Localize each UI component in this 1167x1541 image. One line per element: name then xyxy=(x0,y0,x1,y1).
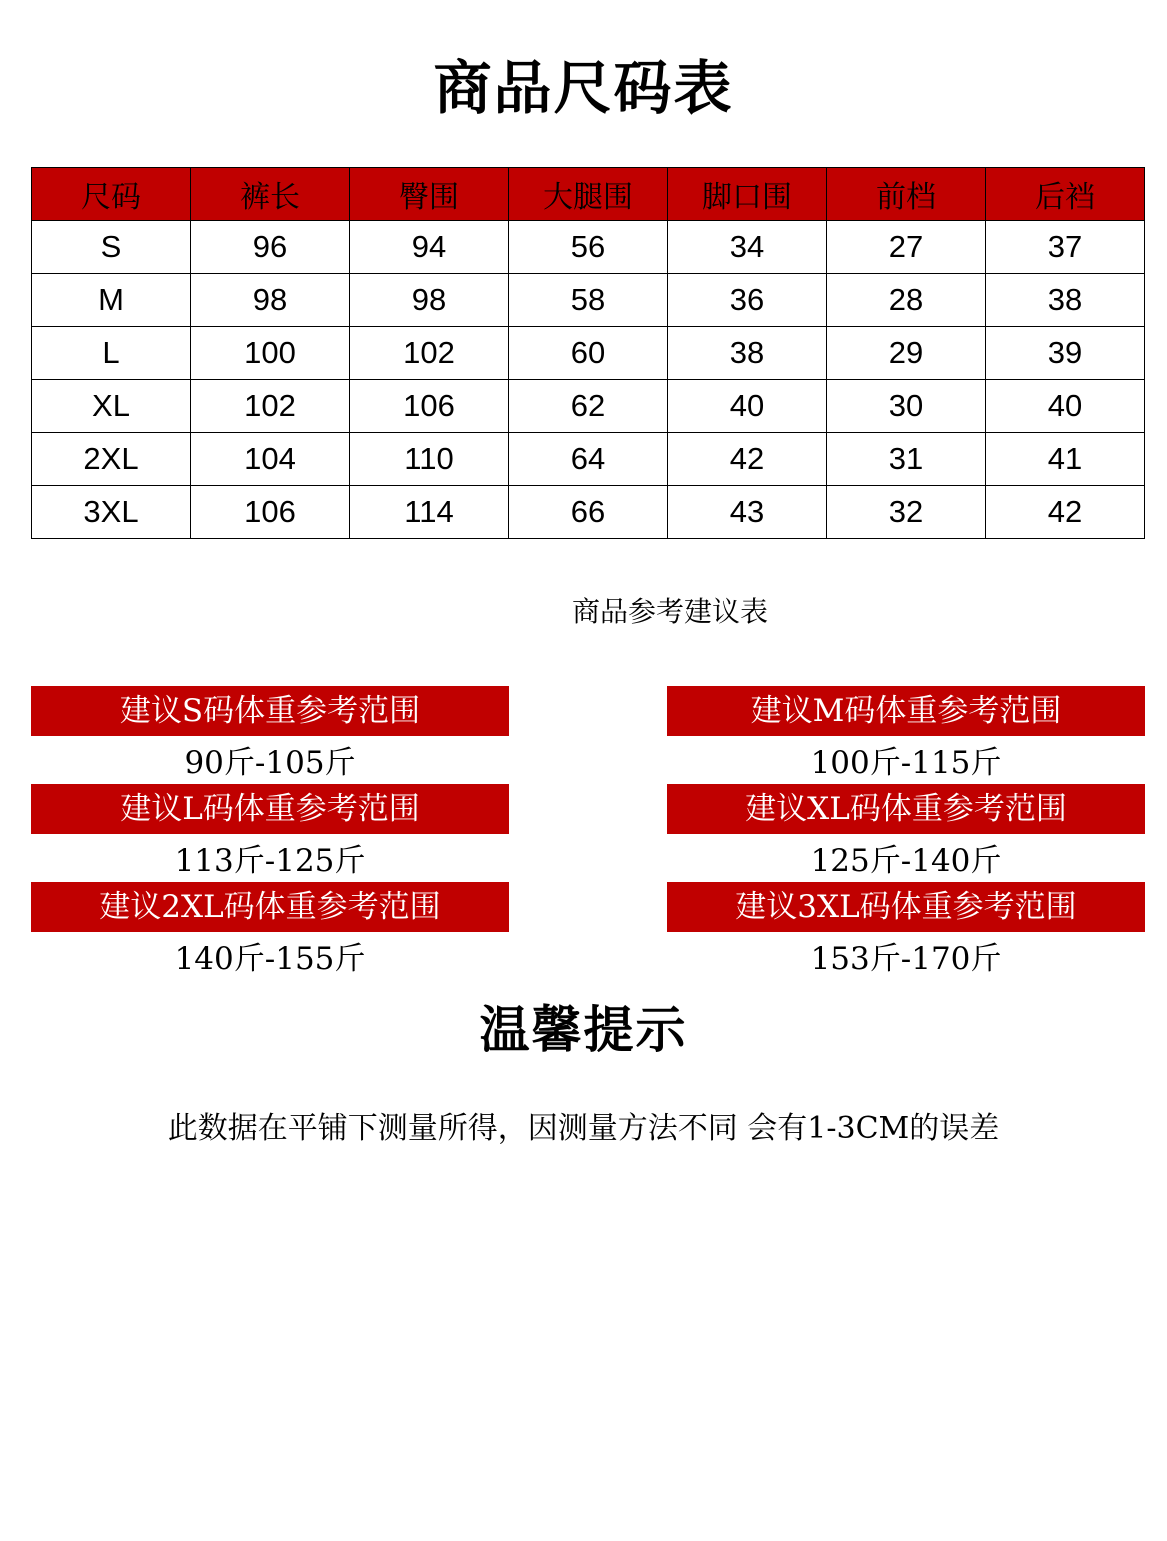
table-cell: 60 xyxy=(509,327,668,380)
header-length: 裤长 xyxy=(191,168,350,221)
table-cell: 31 xyxy=(827,433,986,486)
header-front-rise: 前档 xyxy=(827,168,986,221)
table-cell: 114 xyxy=(350,486,509,539)
rec-range-2xl: 140斤-155斤 xyxy=(174,941,366,977)
page-title: 商品尺码表 xyxy=(433,54,734,122)
size-table xyxy=(31,167,1145,539)
table-cell: 41 xyxy=(986,433,1145,486)
rec-label-s: 建议S码体重参考范围 xyxy=(31,686,509,736)
table-cell: 43 xyxy=(668,486,827,539)
table-cell: 106 xyxy=(191,486,350,539)
table-row xyxy=(32,433,1145,486)
table-cell: 37 xyxy=(986,221,1145,274)
table-cell: S xyxy=(32,221,191,274)
table-cell: 2XL xyxy=(32,433,191,486)
rec-label-2xl: 建议2XL码体重参考范围 xyxy=(31,882,509,932)
table-cell: M xyxy=(32,274,191,327)
table-cell: 102 xyxy=(350,327,509,380)
table-cell: 38 xyxy=(986,274,1145,327)
table-cell: 29 xyxy=(827,327,986,380)
table-cell: 94 xyxy=(350,221,509,274)
table-cell: 98 xyxy=(191,274,350,327)
table-cell: 39 xyxy=(986,327,1145,380)
table-cell: 56 xyxy=(509,221,668,274)
table-cell: 58 xyxy=(509,274,668,327)
table-header-row xyxy=(32,168,1145,221)
table-cell: 66 xyxy=(509,486,668,539)
table-cell: 110 xyxy=(350,433,509,486)
table-row xyxy=(32,380,1145,433)
table-cell: 30 xyxy=(827,380,986,433)
header-hip: 臀围 xyxy=(350,168,509,221)
table-cell: 42 xyxy=(668,433,827,486)
rec-range-xl: 125斤-140斤 xyxy=(810,843,1002,879)
rec-label-xl: 建议XL码体重参考范围 xyxy=(667,784,1145,834)
table-cell: XL xyxy=(32,380,191,433)
header-back-rise: 后裆 xyxy=(986,168,1145,221)
table-cell: 34 xyxy=(668,221,827,274)
table-cell: 32 xyxy=(827,486,986,539)
recommendation-title: 商品参考建议表 xyxy=(571,595,768,628)
rec-label-l: 建议L码体重参考范围 xyxy=(31,784,509,834)
table-cell: 40 xyxy=(986,380,1145,433)
rec-range-s: 90斤-105斤 xyxy=(184,745,356,781)
tips-title: 温馨提示 xyxy=(479,1001,688,1059)
table-cell: 36 xyxy=(668,274,827,327)
rec-label-m: 建议M码体重参考范围 xyxy=(667,686,1145,736)
table-row xyxy=(32,327,1145,380)
rec-range-l: 113斤-125斤 xyxy=(174,843,366,879)
header-size: 尺码 xyxy=(32,168,191,221)
table-cell: L xyxy=(32,327,191,380)
table-cell: 38 xyxy=(668,327,827,380)
table-cell: 40 xyxy=(668,380,827,433)
header-thigh: 大腿围 xyxy=(509,168,668,221)
table-row xyxy=(32,221,1145,274)
table-row xyxy=(32,486,1145,539)
rec-label-3xl: 建议3XL码体重参考范围 xyxy=(667,882,1145,932)
rec-range-m: 100斤-115斤 xyxy=(810,745,1002,781)
table-cell: 64 xyxy=(509,433,668,486)
rec-range-3xl: 153斤-170斤 xyxy=(810,941,1002,977)
table-cell: 62 xyxy=(509,380,668,433)
tips-text: 此数据在平铺下测量所得，因测量方法不同 会有1-3CM的误差 xyxy=(167,1111,1000,1146)
table-row xyxy=(32,274,1145,327)
table-cell: 100 xyxy=(191,327,350,380)
header-hem: 脚口围 xyxy=(668,168,827,221)
table-cell: 28 xyxy=(827,274,986,327)
table-cell: 96 xyxy=(191,221,350,274)
table-cell: 42 xyxy=(986,486,1145,539)
table-cell: 3XL xyxy=(32,486,191,539)
table-cell: 104 xyxy=(191,433,350,486)
table-cell: 98 xyxy=(350,274,509,327)
table-cell: 102 xyxy=(191,380,350,433)
table-cell: 106 xyxy=(350,380,509,433)
table-cell: 27 xyxy=(827,221,986,274)
